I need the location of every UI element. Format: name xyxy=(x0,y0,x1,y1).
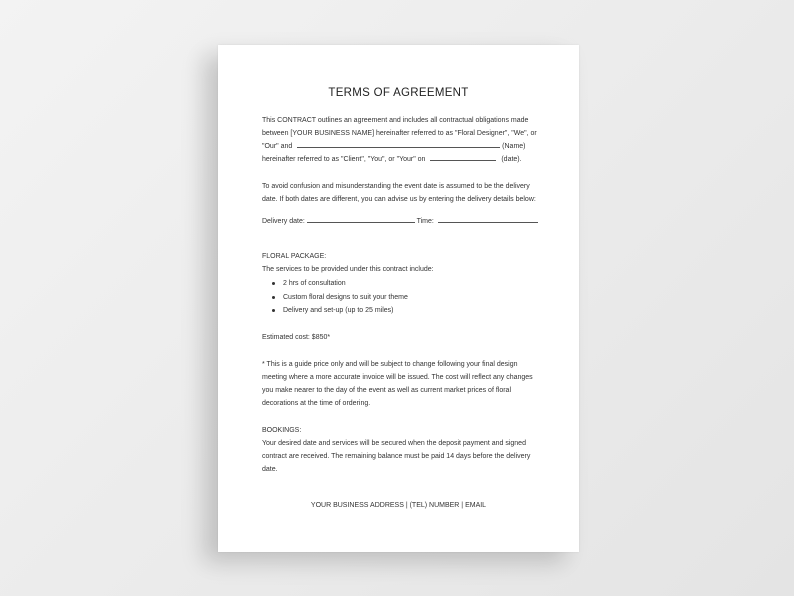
list-item: Delivery and set-up (up to 25 miles) xyxy=(283,307,394,314)
delivery-time-field[interactable] xyxy=(438,215,538,223)
bullet-icon xyxy=(272,296,275,299)
bookings-line: date. xyxy=(262,466,278,473)
delivery-date-label: Delivery date: xyxy=(262,218,305,225)
intro-line: between [YOUR BUSINESS NAME] hereinafter referred to as "Floral Designer", "We", or xyxy=(262,130,537,137)
delivery-note-line: date. If both dates are different, you can advise us by entering the delivery details below: xyxy=(262,196,536,203)
bullet-icon xyxy=(272,309,275,312)
intro-our-label: "Our" and xyxy=(262,143,293,150)
bookings-line: contract are received. The remaining balance must be paid 14 days before the delivery xyxy=(262,453,531,460)
disclaimer-line: meeting where a more accurate invoice will be issued. The cost will reflect any changes xyxy=(262,374,533,381)
estimated-cost: Estimated cost: $850* xyxy=(262,334,331,341)
footer-contact: YOUR BUSINESS ADDRESS | (TEL) NUMBER | EMAIL xyxy=(310,502,487,509)
intro-referred-label: hereinafter referred to as "Client", "You", or "Your" on xyxy=(262,156,426,163)
list-item: 2 hrs of consultation xyxy=(283,280,346,287)
delivery-date-field[interactable] xyxy=(307,215,415,223)
page-title: TERMS OF AGREEMENT xyxy=(328,87,469,99)
bullet-icon xyxy=(272,282,275,285)
delivery-note-line: To avoid confusion and misunderstanding the event date is assumed to be the delivery xyxy=(262,183,530,190)
package-heading: FLORAL PACKAGE: xyxy=(262,253,327,260)
disclaimer-line: * This is a guide price only and will be subject to change following your final design xyxy=(262,361,518,368)
package-intro: The services to be provided under this contract include: xyxy=(262,266,434,273)
delivery-time-label: Time: xyxy=(416,218,434,225)
intro-line xyxy=(262,140,526,153)
client-name-field[interactable] xyxy=(297,140,500,148)
intro-line xyxy=(262,153,522,166)
intro-date-label: (date). xyxy=(501,156,522,163)
disclaimer-line: decorations at the time of ordering. xyxy=(262,400,371,407)
bookings-heading: BOOKINGS: xyxy=(262,427,302,434)
agreement-date-field[interactable] xyxy=(430,153,496,161)
delivery-fields xyxy=(262,215,538,228)
list-item: Custom floral designs to suit your theme xyxy=(283,294,408,301)
bookings-line: Your desired date and services will be secured when the deposit payment and signed xyxy=(262,440,526,447)
disclaimer-line: you make nearer to the day of the event as well as current market prices of floral xyxy=(262,387,512,394)
intro-line: This CONTRACT outlines an agreement and includes all contractual obligations made xyxy=(262,117,529,124)
intro-name-label: (Name) xyxy=(502,143,526,150)
contract-page xyxy=(218,45,579,552)
